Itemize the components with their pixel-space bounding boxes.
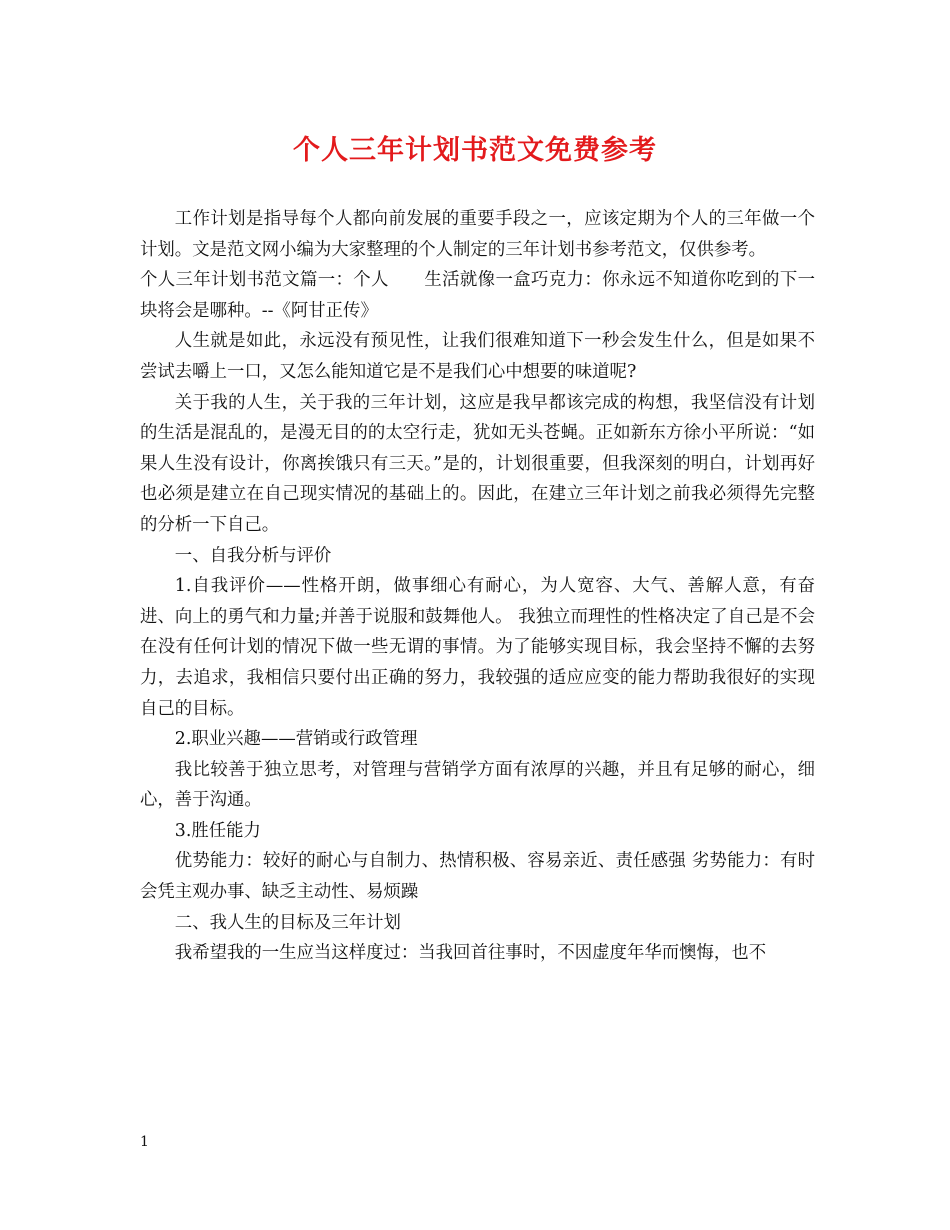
- document-title: 个人三年计划书范文免费参考: [293, 135, 657, 166]
- paragraph: 我希望我的一生应当这样度过：当我回首往事时，不因虚度年华而懊悔，也不: [174, 943, 767, 964]
- paragraph: 优势能力：较好的耐心与自制力、热情积极、容易亲近、责任感强 劣势能力：有时会凭主观办事、缺乏主动性、易烦躁: [140, 851, 815, 903]
- section-heading: 一、自我分析与评价: [174, 545, 332, 566]
- paragraph: 个人三年计划书范文篇一：个人 生活就像一盒巧克力：你永远不知道你吃到的下一块将会是哪种。--《阿甘正传》: [140, 270, 815, 321]
- paragraph: 我比较善于独立思考，对管理与营销学方面有浓厚的兴趣，并且有足够的耐心，细心，善于沟通。: [140, 759, 815, 811]
- sub-heading: 2.职业兴趣——营销或行政管理: [174, 729, 418, 750]
- paragraph: 关于我的人生，关于我的三年计划，这应是我早都该完成的构想，我坚信没有计划的生活是混乱的，是漫无目的的太空行走，犹如无头苍蝇。正如新东方徐小平所说：“如果人生没有设计，你离挨饿只有三天。”是的，计划很重要，但我深刻的明白，计划再好也必须是建立在自己现实情况的基础上的。因此，在建立三年计划之前我必须得先完整的分析一下自己。: [140, 392, 815, 535]
- sub-heading: 3.胜任能力: [174, 820, 261, 841]
- page-number: 1: [140, 1134, 149, 1150]
- paragraph: 工作计划是指导每个人都向前发展的重要手段之一，应该定期为个人的三年做一个计划。文是范文网小编为大家整理的个人制定的三年计划书参考范文，仅供参考。: [140, 209, 815, 260]
- paragraph: 1.自我评价——性格开朗，做事细心有耐心，为人宽容、大气、善解人意，有奋进、向上的勇气和力量;并善于说服和鼓舞他人。 我独立而理性的性格决定了自己是不会在没有任何计划的情况下做一些无谓的事情。为了能够实现目标，我会坚持不懈的去努力，去追求，我相信只要付出正确的努力，我较强的适应应变的能力帮助我很好的实现自己的目标。: [140, 576, 815, 719]
- paragraph: 人生就是如此，永远没有预见性，让我们很难知道下一秒会发生什么，但是如果不尝试去嚼上一口，又怎么能知道它是不是我们心中想要的味道呢?: [140, 331, 815, 382]
- section-heading: 二、我人生的目标及三年计划: [174, 912, 401, 933]
- document-body: [140, 204, 815, 969]
